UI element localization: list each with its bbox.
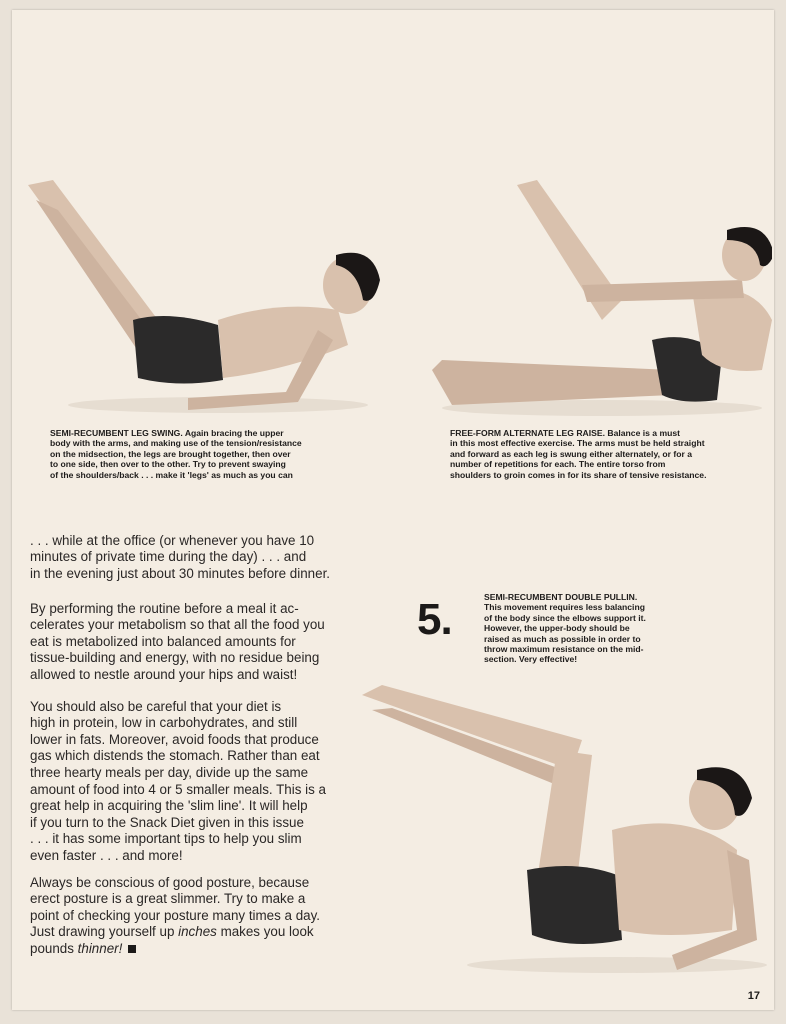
caption-double-pullin-text: This movement requires less balancing of the body since the elbows support it. However, the upper-body should be raised as much as possible in order to throw maximum resistance on the mid- section. Very effective! [484,602,646,665]
body-paragraph-4-em-thinner: thinner! [77,940,123,956]
body-text-4 [30,858,370,974]
magazine-page [12,10,774,1010]
caption-leg-swing [50,428,380,480]
body-paragraph-2: By performing the routine before a meal it ac- celerates your metabolism so that all the food you eat is metabolized into balanced amounts for tissue-building and energy, with no residue being allowed to nestle around your hips and waist! [30,600,325,682]
photo-leg-raise [422,180,772,420]
body-paragraph-4-a: Always be conscious of good posture, because erect posture is a great slimmer. Try to make a point of checking your posture many times a day. Just drawing yourself up [30,874,321,940]
body-paragraph-1: . . . while at the office (or whenever you have 10 minutes of private time during the day) . . . and in the evening just about 30 minutes before dinner. [30,532,331,581]
body-paragraph-4-em-inches: inches [178,924,217,940]
body-text-3 [30,682,370,881]
body-paragraph-4 [30,875,370,958]
body-paragraph-4-b: makes you look pounds [30,924,314,956]
step-number: 5. [417,595,452,644]
body-paragraph-3: You should also be careful that your diet is high in protein, low in carbohydrates, and still lower in fats. Moreover, avoid foods that produce gas which distends the stomach. Rather than eat three hearty meals per day, divide up the same amount of food into 4 or 5 smaller meals. This is a great help in acquiring the 'slim line'. It will help if you turn to the Snack Diet given in this issue . . . it has some important tips to help you slim even faster . . . and more! [30,698,326,863]
page-number: 17 [747,990,760,1002]
caption-leg-raise-text: Balance is a must in this most effective exercise. The arms must be held straight and forward as each leg is swung either alternately, or for a number of repetitions for each. The entire torso from shoulders to groin comes in for its share of tensive resistance. [450,428,707,480]
caption-double-pullin [484,592,694,665]
caption-double-pullin-title: SEMI-RECUMBENT DOUBLE PULLIN. [484,592,638,602]
caption-leg-swing-title: SEMI-RECUMBENT LEG SWING. [50,428,183,438]
caption-leg-swing-text: Again bracing the upper body with the arms, and making use of the tension/resistance on the midsection, the legs are brought together, then over to one side, then over to the other. Try to prevent swaying of the shoulders/back . . . make it 'legs' as much as you can [50,428,302,480]
photo-double-pullin [357,680,772,980]
end-of-article-mark [128,945,136,953]
caption-leg-raise [450,428,770,480]
photo-leg-swing [18,170,388,420]
caption-leg-raise-title: FREE-FORM ALTERNATE LEG RAISE. [450,428,606,438]
